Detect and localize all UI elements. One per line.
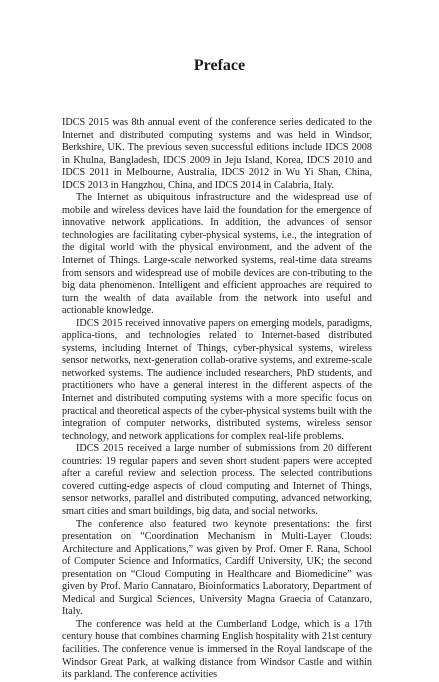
paragraph-5: The conference also featured two keynote presentations: the first presentation on “Coordination Mechanism in Multi-Layer Clouds: Architecture and Applications,” was given by Prof. Omer F. Rana, School of Computer Science and Informatics, Cardiff University, UK; the second presentation on “Cloud Computing in Healthcare and Biomedicine” was given by Prof. Mario Cannataro, Bioinformatics Laboratory, Department of Medical and Surgical Sciences, University Magna Graecia of Catanzaro, Italy. [62,518,372,618]
page-title: Preface [193,57,246,74]
paragraph-6: The conference was held at the Cumberland Lodge, which is a 17th century house that combines charming English hospitality with 21st century facilities. The conference venue is immersed in the Royal landscape of the Windsor Great Park, at walking distance from Windsor Castle and within its parkland. The conference activities [62,618,372,681]
paragraph-4: IDCS 2015 received a large number of submissions from 20 different countries: 19 regular papers and seven short student papers were accepted after a careful review and selection process. The selected contributions covered cutting-edge aspects of cloud computing and Internet of Things, sensor networks, parallel and distributed computing, advanced networking, smart cities and smart buildings, big data, and social networks. [62,443,372,517]
paragraph-2: The Internet as ubiquitous infrastructure and the widespread use of mobile and wireless devices have laid the foundation for the emergence of innovative network applications. In addition, the advances of sensor technologies are facilitating cyber-physical systems, i.e., the integration of the digital world with the physical environment, and the advent of the Internet of Things. Large-scale networked systems, real-time data streams from sensors and widespread use of mobile devices are con-tributing to the big data phenomenon. Intelligent and efficient approaches are required to turn the wealth of data available from the network into useful and actionable knowledge. [62,192,372,317]
body-text [62,117,372,682]
paragraph-3: IDCS 2015 received innovative papers on emerging models, paradigms, applica-tions, and technologies related to Internet-based distributed systems, including Internet of Things, cyber-physical systems, wireless sensor networks, next-generation collab-orative systems, and extreme-scale networked systems. The audience included researchers, PhD students, and practitioners who have a general interest in the different aspects of the Internet and distributed computing systems with a more specific focus on practical and theoretical aspects of the cyber-physical systems built with the integration of computer networks, distributed systems, wireless sensor technology, and network applications for complex real-life problems. [62,317,372,442]
paragraph-1: IDCS 2015 was 8th annual event of the conference series dedicated to the Internet and distributed computing systems and was held in Windsor, Berkshire, UK. The previous seven successful editions include IDCS 2008 in Khulna, Bangladesh, IDCS 2009 in Jeju Island, Korea, IDCS 2010 and IDCS 2011 in Melbourne, Australia, IDCS 2012 in Wu Yi Shan, China, IDCS 2013 in Hangzhou, China, and IDCS 2014 in Calabria, Italy. [62,117,372,191]
